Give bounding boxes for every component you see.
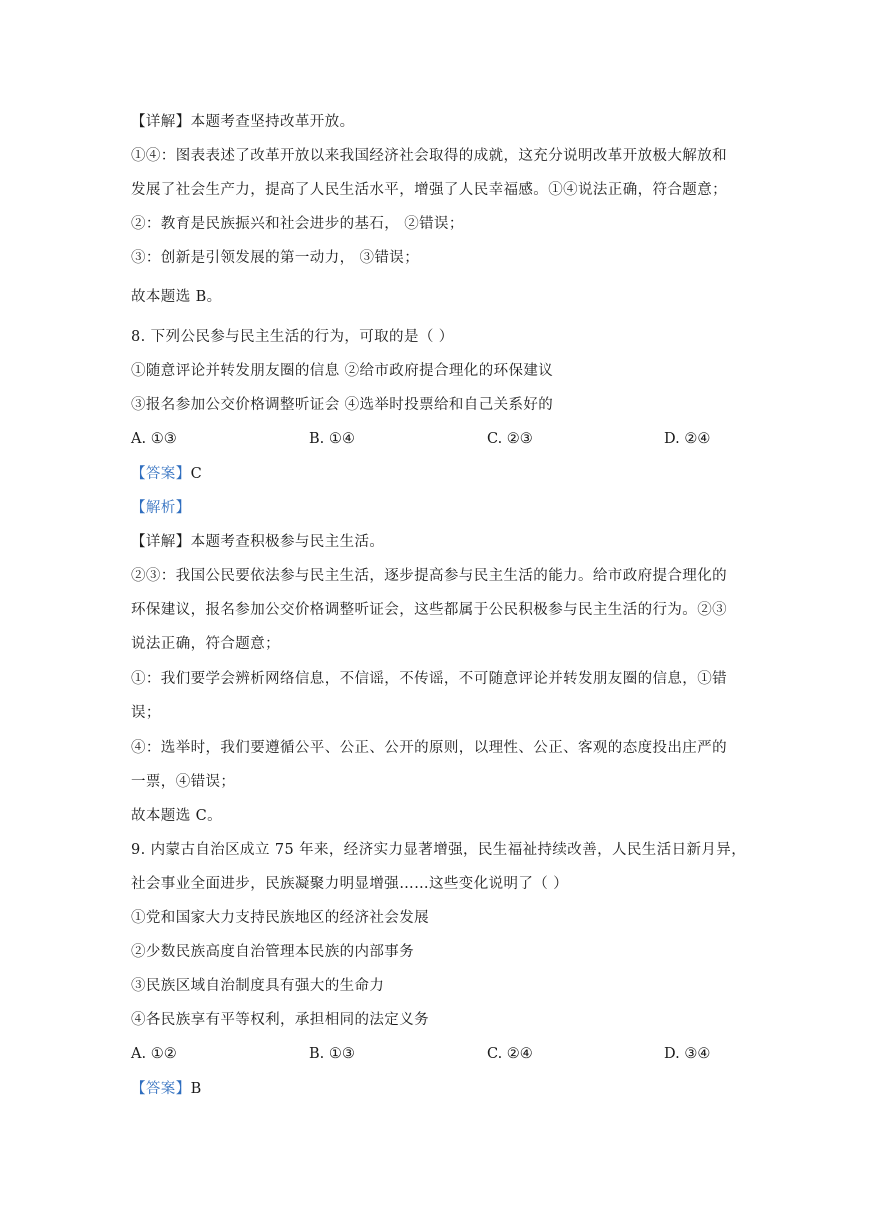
q8-option-d: D. ②④ [664, 431, 711, 447]
prev-explanation-3: ③：创新是引领发展的第一动力， ③错误； [131, 250, 420, 266]
q9-item-1: ①党和国家大力支持民族地区的经济社会发展 [131, 910, 429, 926]
q8-explanation-4: ①：我们要学会辨析网络信息，不信谣，不传谣，不可随意评论并转发朋友圈的信息，①错 [131, 671, 727, 687]
answer-value: C [190, 466, 203, 482]
q8-detail-line [131, 532, 751, 552]
q9-answer-line [131, 1079, 751, 1099]
q9-option-c: C. ②④ [487, 1046, 533, 1062]
q9-item-4: ④各民族享有平等权利，承担相同的法定义务 [131, 1012, 429, 1028]
q8-conclusion: 故本题选 C。 [131, 808, 223, 824]
answer-tag: 【答案】 [131, 1081, 191, 1097]
answer-value: B [190, 1081, 202, 1097]
prev-explanation-14: ①④：图表表述了改革开放以来我国经济社会取得的成就，这充分说明改革开放极大解放和 [131, 148, 727, 164]
detail-tag: 【详解】 [131, 114, 191, 130]
q9-option-d: D. ③④ [664, 1046, 711, 1062]
prev-detail-line [131, 112, 751, 132]
q8-answer-line [131, 464, 751, 484]
q8-options [131, 429, 751, 449]
q9-option-a: A. ①② [131, 1046, 177, 1062]
q8-explanation-5: 误； [131, 705, 161, 721]
q8-stem: 8. 下列公民参与民主生活的行为，可取的是（ ） [131, 329, 454, 345]
prev-explanation-2: ②：教育是民族振兴和社会进步的基石， ②错误； [131, 216, 464, 232]
q9-stem-1: 9. 内蒙古自治区成立 75 年来，经济实力显著增强，民生福祉持续改善，人民生活日新月异， [131, 842, 747, 858]
q8-option-a: A. ①③ [131, 431, 177, 447]
detail-tag: 【详解】 [131, 534, 191, 550]
prev-conclusion: 故本题选 B。 [131, 289, 222, 305]
q8-option-c: C. ②③ [487, 431, 533, 447]
q8-items-b: ③报名参加公交价格调整听证会 ④选举时投票给和自己关系好的 [131, 397, 554, 413]
q9-item-2: ②少数民族高度自治管理本民族的内部事务 [131, 944, 415, 960]
q8-option-b: B. ①④ [309, 431, 355, 447]
q8-explanation-6: ④：选举时，我们要遵循公平、公正、公开的原则，以理性、公正、客观的态度投出庄严的 [131, 740, 727, 756]
q8-explanation-3: 说法正确，符合题意； [131, 636, 280, 652]
answer-tag: 【答案】 [131, 466, 191, 482]
q8-analysis-tag: 【解析】 [131, 500, 191, 516]
q8-items-a: ①随意评论并转发朋友圈的信息 ②给市政府提合理化的环保建议 [131, 363, 554, 379]
q9-option-b: B. ①③ [309, 1046, 355, 1062]
detail-text: 本题考查坚持改革开放。 [190, 114, 355, 130]
q8-explanation-7: 一票，④错误； [131, 774, 236, 790]
q8-explanation-1: ②③：我国公民要依法参与民主生活，逐步提高参与民主生活的能力。给市政府提合理化的 [131, 568, 727, 584]
detail-text: 本题考查积极参与民主生活。 [190, 534, 385, 550]
q9-options [131, 1044, 751, 1064]
q8-explanation-2: 环保建议，报名参加公交价格调整听证会，这些都属于公民积极参与民主生活的行为。②③ [131, 602, 727, 618]
q9-stem-2: 社会事业全面进步，民族凝聚力明显增强……这些变化说明了（ ） [131, 876, 569, 892]
q9-item-3: ③民族区域自治制度具有强大的生命力 [131, 978, 385, 994]
prev-explanation-14b: 发展了社会生产力，提高了人民生活水平，增强了人民幸福感。①④说法正确，符合题意； [131, 182, 727, 198]
